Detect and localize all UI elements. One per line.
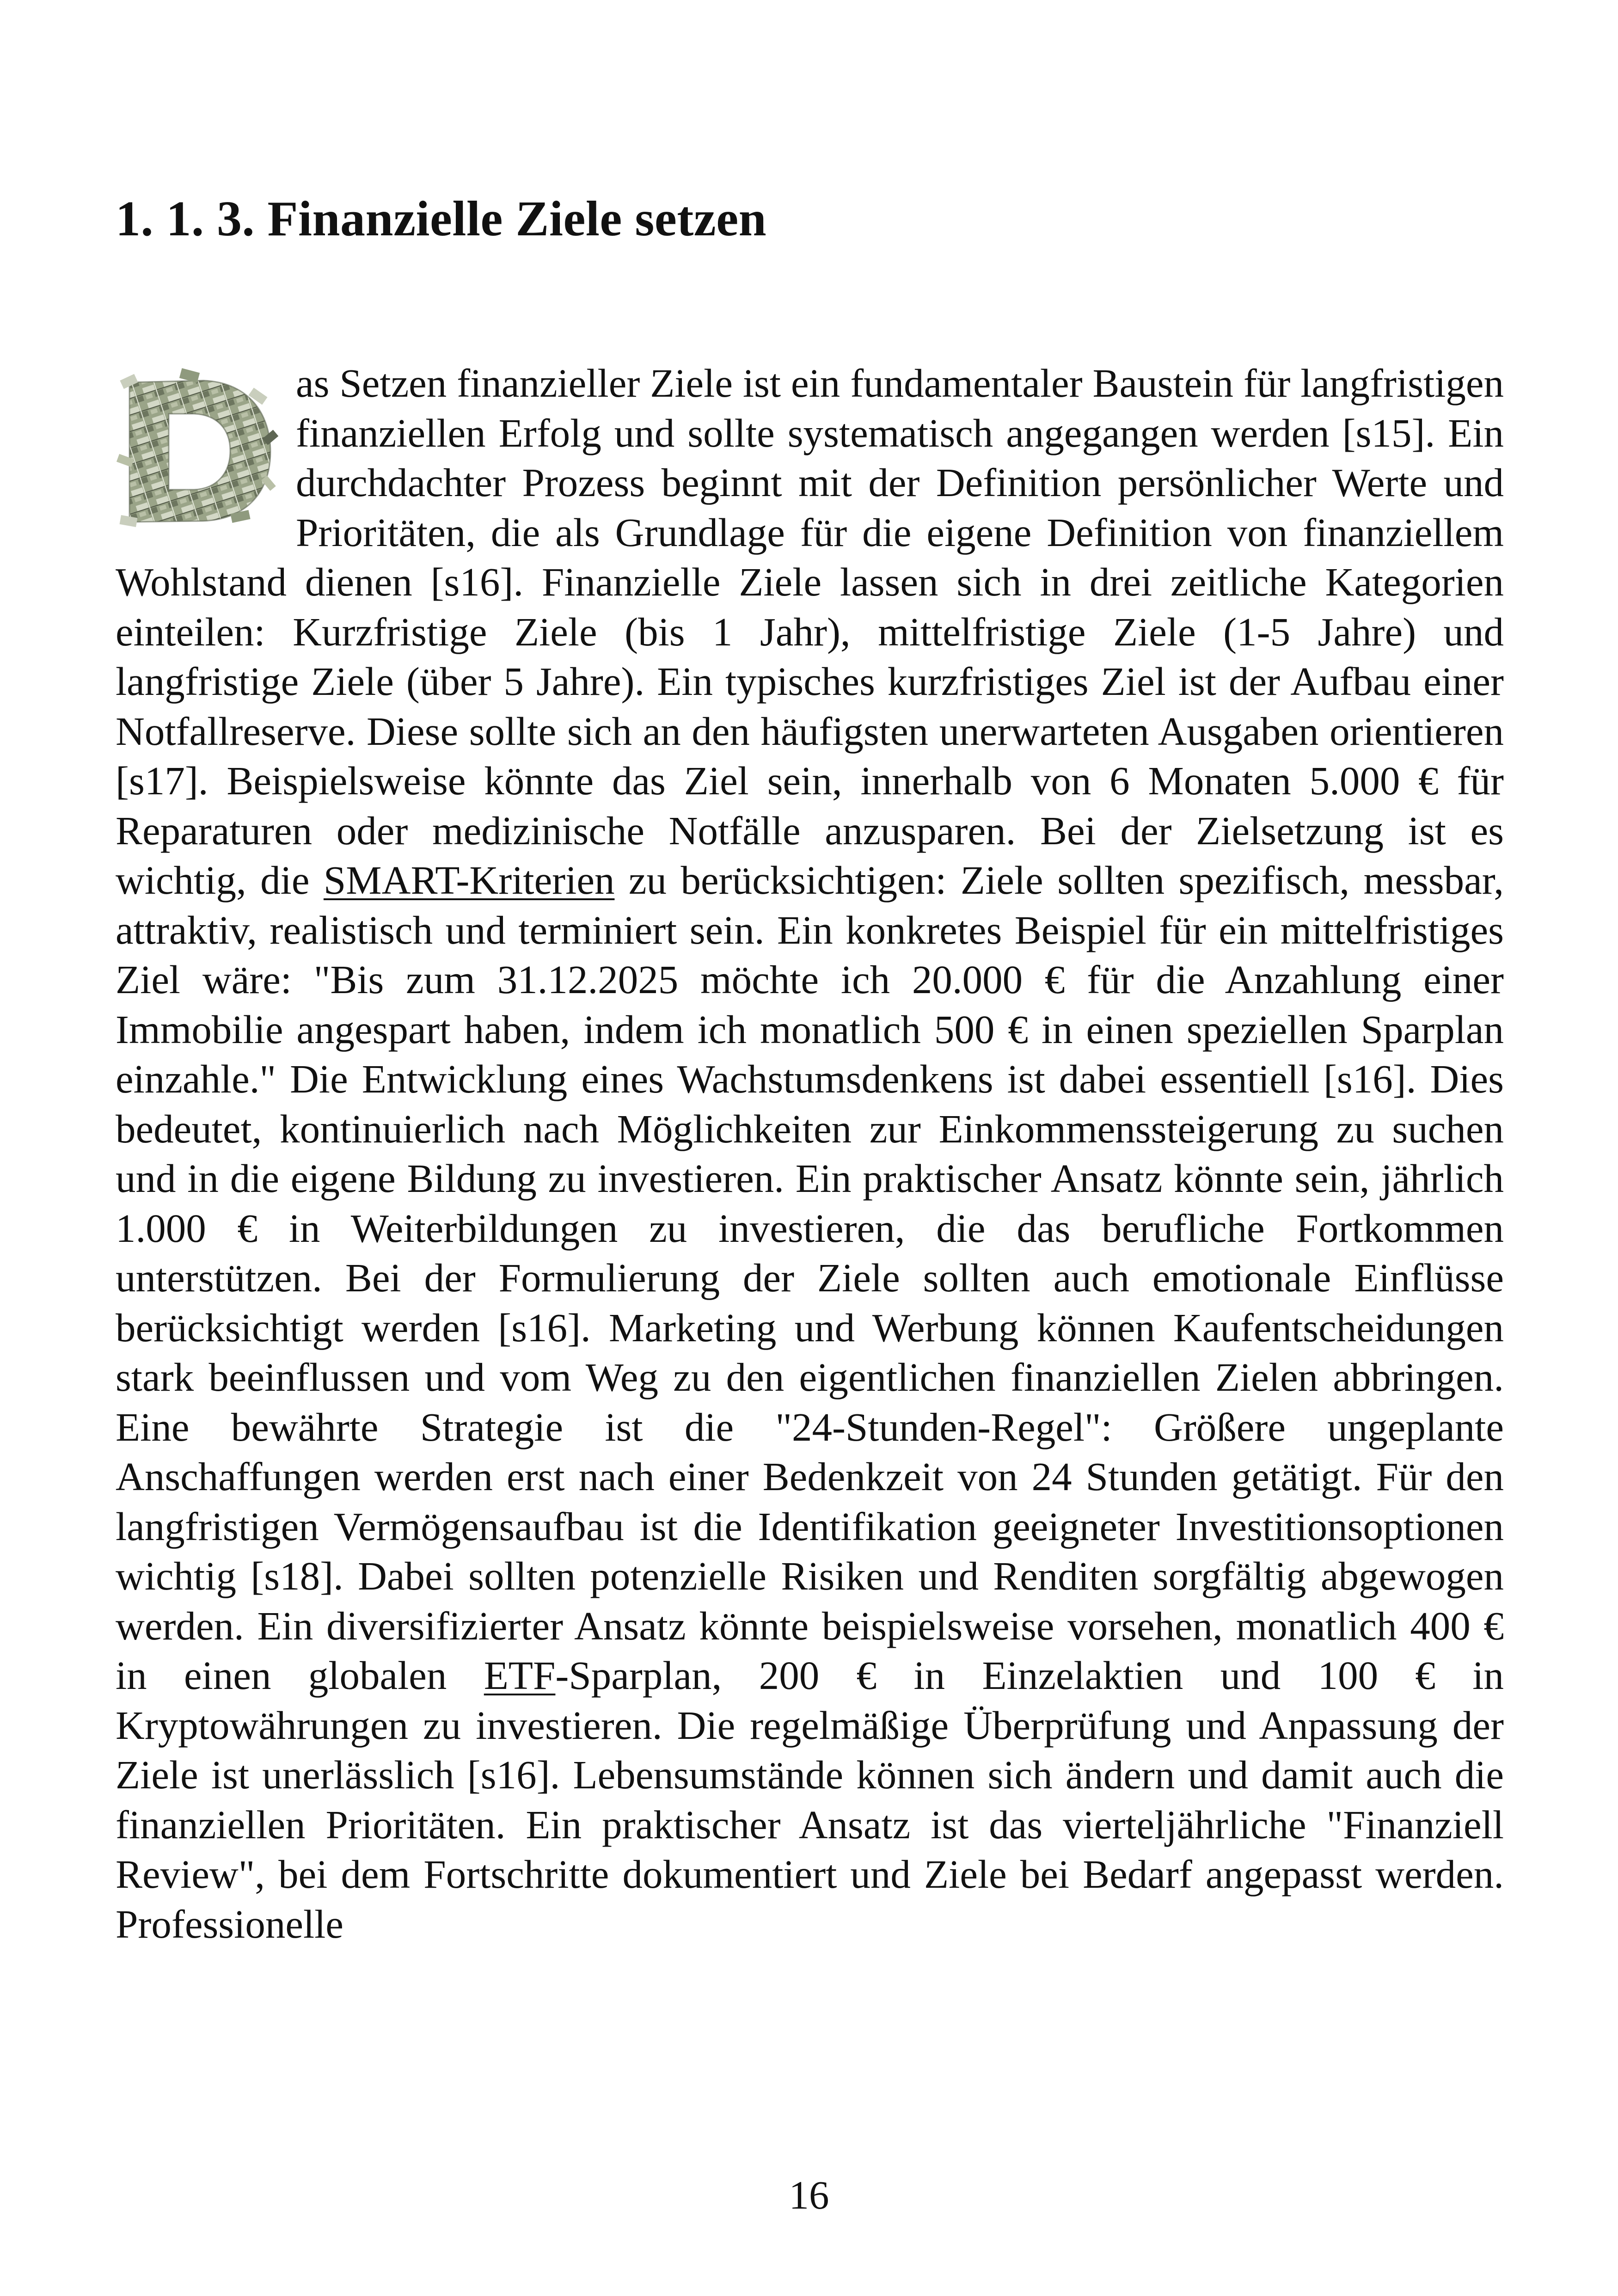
etf-link[interactable]: ETF (484, 1653, 556, 1698)
page-number: 16 (789, 2173, 829, 2217)
body-text-segment: -Sparplan, 200 € in Einzelaktien und 100 € in Kryptowährungen zu investieren. Die regelmäßige Überprüfung und Anpassung der Ziele ist unerlässlich [s16]. Lebensumstände können sich ändern und damit auch die finanziellen Prioritäten. Ein praktischer Ansatz ist das vierteljährliche "Finanziell Review", bei dem Fortschritte dokumentiert und Ziele bei Bedarf angepasst werden. Professionelle (116, 1653, 1504, 1946)
body-text-segment: as Setzen finanzieller Ziele ist ein fundamentaler Baustein für langfristigen finanziellen Erfolg und sollte systematisch angegangen werden [s15]. Ein durchdachter Prozess beginnt mit der Definition persönlicher Werte und Prioritäten, die als Grundlage für die eigene Definition von finanziellem Wohlstand dienen [s16]. Finanzielle Ziele lassen sich in drei zeitliche Kategorien einteilen: Kurzfristige Ziele (bis 1 Jahr), mittelfristige Ziele (1-5 Jahre) und langfristige Ziele (über 5 Jahre). Ein typisches kurzfristiges Ziel ist der Aufbau einer Notfallreserve. Diese sollte sich an den häufigsten unerwarteten Ausgaben orientieren [s17]. Beispielsweise könnte das Ziel sein, innerhalb von 6 Monaten 5.000 € für Reparaturen oder medizinische Notfälle anzusparen. Bei der Zielsetzung ist es wichtig, die (116, 361, 1504, 902)
body-text-segment: zu berücksichtigen: Ziele sollten spezifisch, messbar, attraktiv, realistisch und terminiert sein. Ein konkretes Beispiel für ein mittelfristiges Ziel wäre: "Bis zum 31.12.2025 möchte ich 20.000 € für die Anzahlung einer Immobilie angespart haben, indem ich monatlich 500 € in einen speziellen Sparplan einzahle." Die Entwicklung eines Wachstumsdenkens ist dabei essentiell [s16]. Dies bedeutet, kontinuierlich nach Möglichkeiten zur Einkommenssteigerung zu suchen und in die eigene Bildung zu investieren. Ein praktischer Ansatz könnte sein, jährlich 1.000 € in Weiterbildungen zu investieren, die das berufliche Fortkommen unterstützen. Bei der Formulierung der Ziele sollten auch emotionale Einflüsse berücksichtigt werden [s16]. Marketing und Werbung können Kaufentscheidungen stark beeinflussen und vom Weg zu den eigentlichen finanziellen Zielen abbringen. Eine bewährte Strategie ist die "24-Stunden-Regel": Größere ungeplante Anschaffungen werden erst nach einer Bedenkzeit von 24 Stunden getätigt. Für den langfristigen Vermögensaufbau ist die Identifikation geeigneter Investitionsoptionen wichtig [s18]. Dabei sollten potenzielle Risiken und Renditen sorgfältig abgewogen werden. Ein diversifizierter Ansatz könnte beispielsweise vorsehen, monatlich 400 € in einen globalen (116, 858, 1504, 1698)
body-paragraph (116, 358, 1504, 1949)
smart-criteria-link[interactable]: SMART-Kriterien (323, 858, 615, 902)
section-heading: 1. 1. 3. Finanzielle Ziele setzen (116, 191, 767, 246)
dropcap-letter-icon (111, 364, 282, 537)
